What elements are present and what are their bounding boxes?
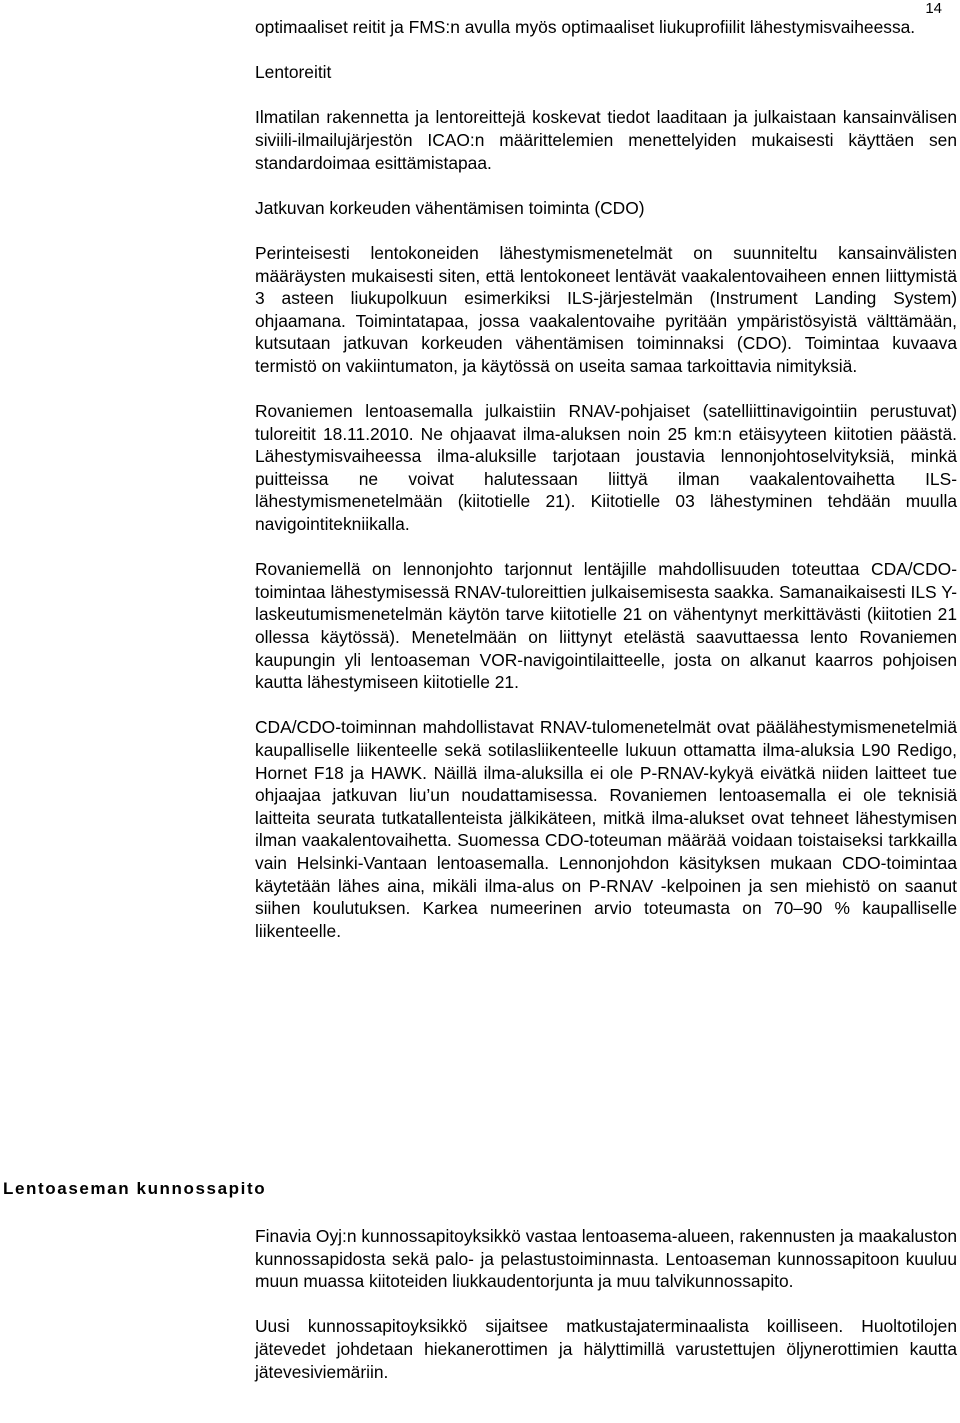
section-body-kunnossapito (255, 1225, 957, 1383)
paragraph-lentoreitit: Ilmatilan rakennetta ja lentoreittejä koskevat tiedot laaditaan ja julkaistaan kansainvälisen siviili-ilmailujärjestön ICAO:n määrittelemien menettelyiden mukaisesti käyttäen sen standardoimaa esittämistapaa. (255, 107, 957, 173)
main-content (255, 16, 957, 942)
paragraph-cdo-4: CDA/CDO-toiminnan mahdollistavat RNAV-tulomenetelmät ovat päälähestymismenetelmiä kaupalliselle liikenteelle sekä sotilasliikenteelle lukuun ottamatta ilma-aluksia L90 Redigo, Hornet F18 ja HAWK. Näillä ilma-aluksilla ei ole P-RNAV-kykyä eivätkä niiden laitteet tue ohjaajaa jatkuvan liu’un noudattamisessa. Rovaniemen lentoasemalla ei ole teknisiä laitteita seurata tutkatallenteista jälkikäteen, mitkä ilma-alukset ovat tehneet lähestymisen ilman vaakalentovaihetta. Suomessa CDO-toteuman määrää voidaan toistaiseksi tarkkailla vain Helsinki-Vantaan lentoasemalla. Lennonjohdon käsityksen mukaan CDO-toimintaa käytetään lähes aina, mikäli ilma-alus on P-RNAV -kelpoinen ja sen miehistö on saanut siihen koulutuksen. Karkea numeerinen arvio toteumasta on 70–90 % kaupalliselle liikenteelle. (255, 717, 957, 941)
paragraph-cdo-2: Rovaniemen lentoasemalla julkaistiin RNAV-pohjaiset (satelliittinavigointiin perustuvat) tuloreitit 18.11.2010. Ne ohjaavat ilma-aluksen noin 25 km:n etäisyyteen kiitotien päästä. Lähestymisvaiheessa ilma-aluksille tarjotaan joustavia lennonjohtoselvityksiä, minkä puitteissa ne voivat halutessaan liittyä ilman vaakalentovaihetta ILS-lähestymismenetelmään (kiitotielle 21). Kiitotielle 03 lähestyminen tehdään muulla navigointitekniikalla. (255, 401, 957, 535)
heading-lentoreitit: Lentoreitit (255, 62, 332, 83)
paragraph-maint-1: Finavia Oyj:n kunnossapitoyksikkö vastaa lentoasema-alueen, rakennusten ja maakaluston kunnossapidosta sekä palo- ja pelastustoiminnasta. Lentoaseman kunnossapitoon kuuluu muun muassa kiitoteiden liukkaudentorjunta ja muu talvikunnossapito. (255, 1226, 957, 1292)
paragraph-maint-2: Uusi kunnossapitoyksikkö sijaitsee matkustajaterminaalista koilliseen. Huoltotilojen jätevedet johdetaan hiekanerottimen ja hälyttimillä varustettujen öljynerottimien kautta jätevesiviemäriin. (255, 1316, 957, 1382)
section-title-kunnossapito: Lentoaseman kunnossapito (3, 1179, 267, 1198)
paragraph-cdo-3: Rovaniemellä on lennonjohto tarjonnut lentäjille mahdollisuuden toteuttaa CDA/CDO-toimintaa lähestymisessä RNAV-tuloreittien julkaisemisesta saakka. Samanaikaisesti ILS Y-laskeutumismenetelmän käytön tarve kiitotielle 21 on vähentynyt merkittävästi (kiitotien 21 ollessa käytössä). Menetelmään on liittynyt etelästä saavuttaessa lento Rovaniemen kaupungin yli lentoaseman VOR-navigointilaitteelle, josta on alkanut kaarros pohjoisen kautta lähestymiseen kiitotielle 21. (255, 559, 957, 693)
heading-cdo: Jatkuvan korkeuden vähentämisen toiminta (CDO) (255, 197, 645, 218)
page-number: 14 (925, 0, 942, 17)
intro-paragraph: optimaaliset reitit ja FMS:n avulla myös optimaaliset liukuprofiilit lähestymisvaiheessa. (255, 17, 916, 37)
paragraph-cdo-1: Perinteisesti lentokoneiden lähestymismenetelmät on suunniteltu kansainvälisten määräysten mukaisesti siten, että lentokoneet lentävät vaakalentovaiheen ennen liittymistä 3 asteen liukupolkuun esimerkiksi ILS-järjestelmän (Instrument Landing System) ohjaamana. Toimintatapaa, jossa vaakalentovaihe pyritään ympäristösyistä välttämään, kutsutaan jatkuvan korkeuden vähentämisen toiminnaksi (CDO). Toimintaa kuvaava termistö on vakiintumaton, ja käytössä on useita samaa tarkoittavia nimityksiä. (255, 242, 957, 376)
